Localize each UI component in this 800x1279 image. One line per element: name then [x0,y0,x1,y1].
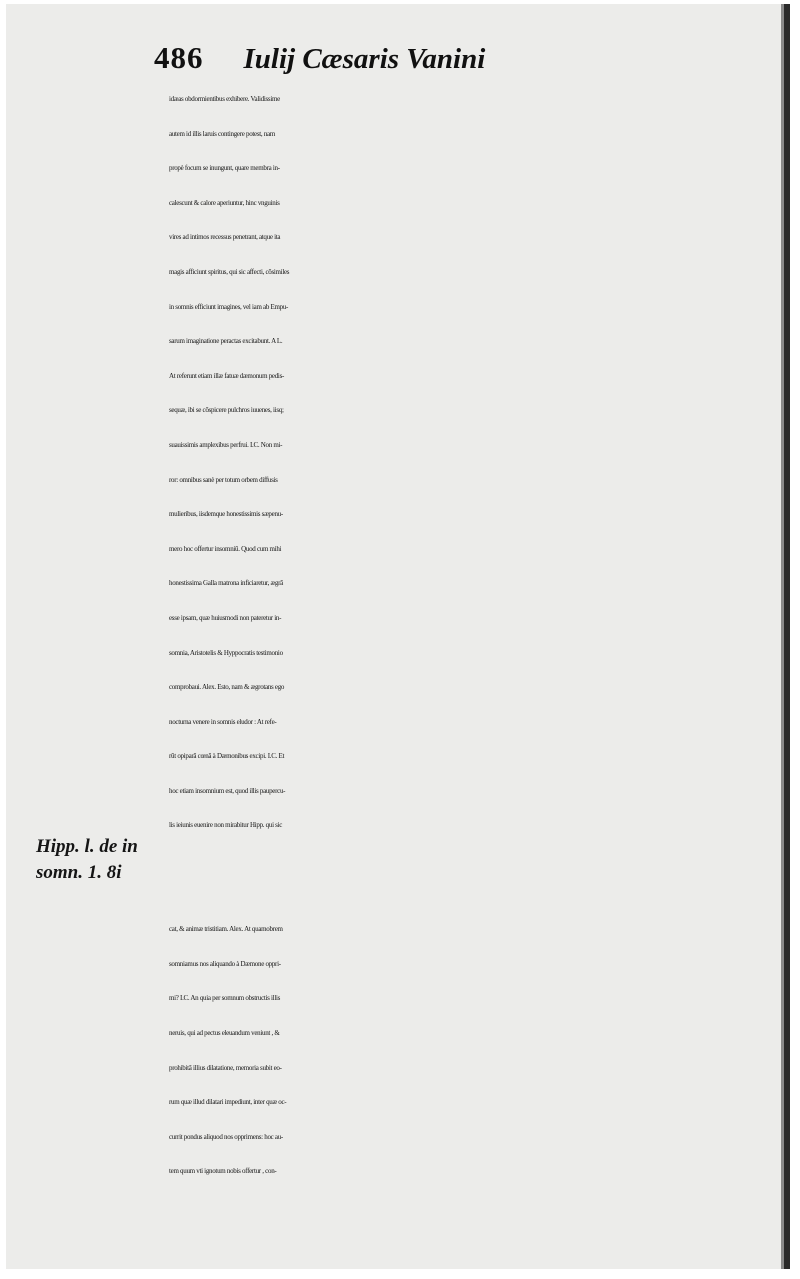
marginal-note-line-1: Hipp. l. de in [36,836,138,857]
text-line-9: At referunt etiam illæ fatuæ dæmonum pedis- [169,371,285,380]
marginal-note-line-2: somn. 1. 8i [36,862,122,883]
running-head [154,40,654,76]
text-line-12: ror: omnibus sanè per totum orbem diffusis [169,475,278,484]
text-line-29: prohibitā illius dilatatione, memoria subit eo- [169,1063,282,1072]
text-line-20: rūt opiparā cœnā à Dæmonibus excipi. I.C. Et [169,752,285,761]
text-line-1: idæas obdormientibus exhibere. Validissime [169,95,280,103]
text-line-21: hoc etiam insomnium est, quod illis paupercu- [169,786,286,795]
text-line-17: somnia, Aristotelis & Hyppocratis testimonio [169,648,283,657]
text-line-25: cat, & animæ tristitiam. Alex. At quamobrem [169,925,283,934]
marginal-note [36,834,176,886]
text-line-2: autem id illis laruis contingere potest, nam [169,129,275,138]
text-line-27: mi? I.C. An quia per somnum obstructis illis [169,994,281,1003]
text-line-13: mulieribus, iisdemque honestissimis sæpenu- [169,510,283,519]
text-line-19: nocturna venere in somnis eludor : At refe- [169,717,277,726]
book-page [6,4,790,1269]
text-line-22: lis ieiunis euenire non mirabitur Hipp. qui sic [169,821,283,830]
text-line-24 [169,878,779,913]
text-line-10: sequæ, ibi se cōspicere pulchros iuuenes, iisq; [169,406,284,415]
text-line-8: sarum imaginatione peractas excitabunt. A L. [169,337,283,346]
text-line-18: comprobaui. Alex. Esto, nam & ægrotans ego [169,683,285,692]
text-line-30: rum quæ illud dilatari impediunt, inter quæ oc- [169,1098,287,1107]
body-text [169,82,779,1189]
text-line-7: in somnis efficiunt imagines, vel iam ab Empu- [169,302,289,311]
page-number: 486 [154,40,204,75]
text-line-16: esse ipsam, quæ huiusmodi non pateretur in- [169,613,282,622]
text-line-11: suauissimis amplexibus perfrui. I.C. Non mi- [169,440,283,449]
text-line-14: mero hoc offertur insomniū. Quod cum mihi [169,544,282,553]
text-line-4: calescunt & calore aperiuntur, hinc vnguinis [169,198,280,207]
text-line-31: currit pondus aliquod nos opprimens: hoc au- [169,1132,283,1141]
text-line-3: propè focum se inungunt, quare membra in- [169,164,280,173]
page-edge [781,4,784,1269]
running-title: Iulij Cæsaris Vanini [243,43,486,75]
text-line-15: honestissima Galla matrona inficiaretur, ægrā [169,579,283,588]
text-line-6: magis afficiunt spiritus, qui sic affecti, cōsimiles [169,267,290,276]
text-line-26: somniamus nos aliquando à Dæmone oppri- [169,959,281,968]
text-line-5: vires ad intimos recessus penetrant, atque ita [169,233,281,242]
text-line-23 [169,843,779,878]
text-line-28: neruis, qui ad pectus eleuandum veniunt , & [169,1029,280,1038]
text-line-32: tem quum vti ignotum nobis offertur , con- [169,1167,277,1176]
